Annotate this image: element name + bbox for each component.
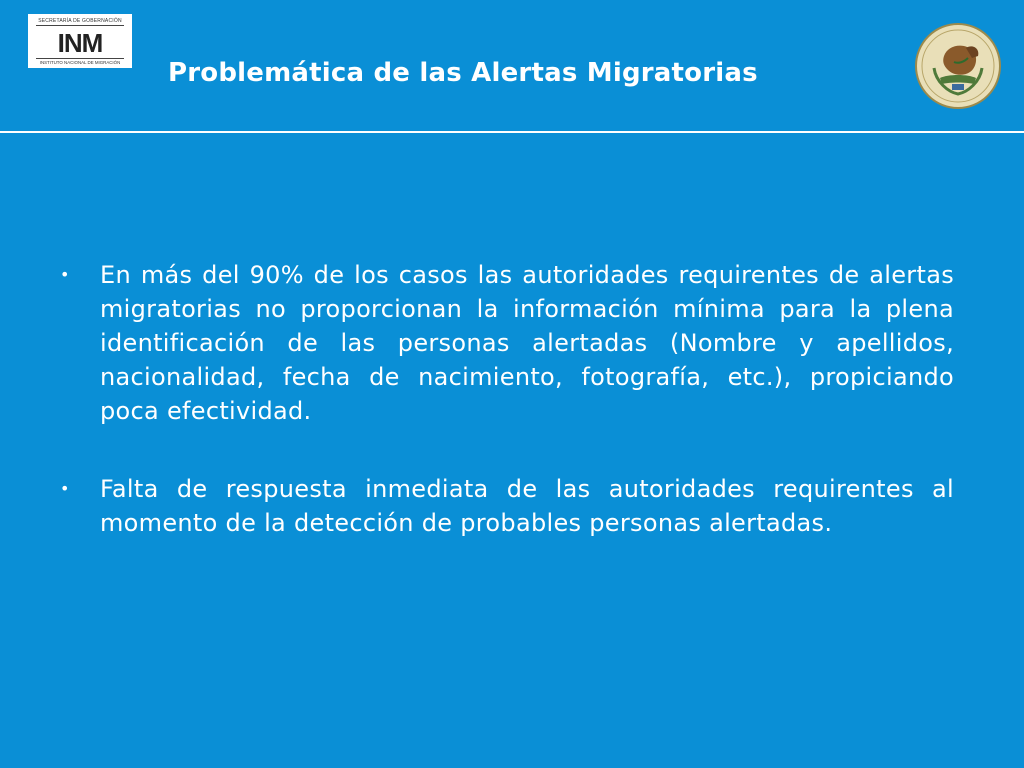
logo-rule-bottom: [36, 58, 124, 59]
slide-title: Problemática de las Alertas Migratorias: [168, 58, 758, 88]
bullet-text: En más del 90% de los casos las autoridades requirentes de alertas migratorias no proporcionan la información mínima para la plena identificación de las personas alertadas (Nombre y apellidos, nacionalidad, fecha de nacimiento, fotografía, etc.), propiciando poca efectividad.: [100, 261, 954, 425]
logo-top-text: SECRETARÍA DE GOBERNACIÓN: [38, 18, 122, 24]
logo-mark: INM: [57, 28, 103, 58]
mexico-seal-icon: [914, 22, 1002, 110]
bullet-list: [60, 258, 954, 584]
bullet-text: Falta de respuesta inmediata de las autoridades requirentes al momento de la detección de probables personas alertadas.: [100, 475, 954, 537]
logo-rule-top: [36, 25, 124, 26]
inm-logo: [28, 14, 132, 68]
bullet-dot-icon: •: [60, 265, 70, 284]
bullet-dot-icon: •: [60, 479, 70, 498]
bullet-item-1: [60, 258, 954, 428]
header-divider: [0, 131, 1024, 133]
bullet-item-2: [60, 472, 954, 540]
slide-header: [0, 0, 1024, 132]
logo-bottom-text: INSTITUTO NACIONAL DE MIGRACIÓN: [39, 60, 121, 65]
